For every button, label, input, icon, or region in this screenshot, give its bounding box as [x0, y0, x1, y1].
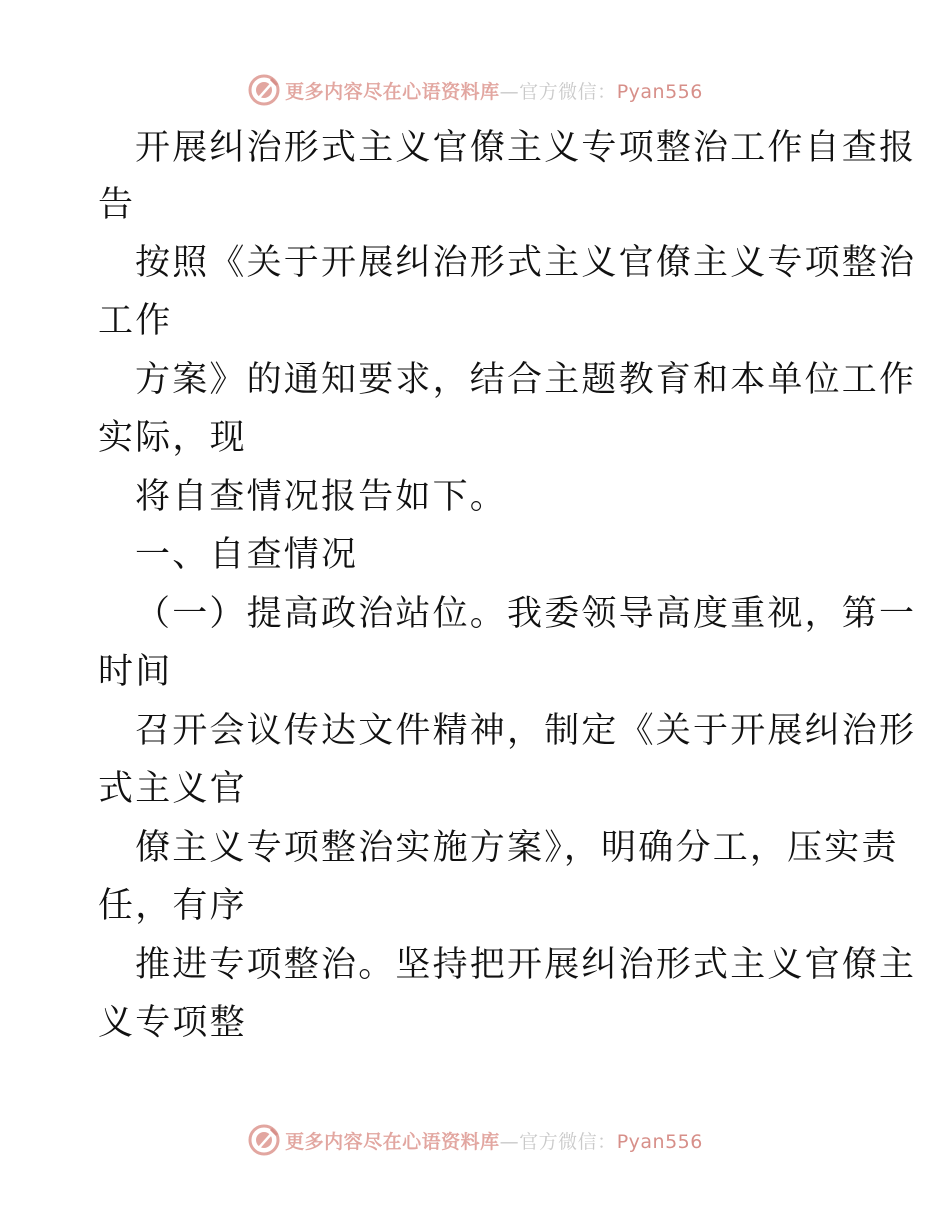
watermark-text — [285, 1127, 703, 1154]
doc-section-heading: 一、自查情况 — [135, 535, 359, 575]
doc-title-line-1: 开展纠治形式主义官僚主义专项整治工作自查报 — [135, 128, 917, 168]
doc-paragraph-line: （一）提高政治站位。我委领导高度重视，第一 — [135, 594, 917, 634]
watermark-id: Pyan556 — [616, 1130, 703, 1153]
doc-paragraph-line: 任，有序 — [98, 886, 247, 926]
watermark-label: 官方微信： — [519, 1130, 617, 1153]
doc-title-line-2: 告 — [98, 185, 136, 225]
doc-paragraph-line: 式主义官 — [98, 769, 247, 809]
watermark-text — [285, 77, 703, 104]
doc-paragraph-line: 将自查情况报告如下。 — [135, 477, 508, 517]
watermark-label: 官方微信： — [519, 80, 617, 103]
doc-paragraph-line: 时间 — [98, 652, 173, 692]
doc-paragraph-line: 方案》的通知要求，结合主题教育和本单位工作 — [135, 360, 917, 400]
doc-paragraph-line: 按照《关于开展纠治形式主义官僚主义专项整治 — [135, 243, 917, 283]
watermark-main: 更多内容尽在心语资料库 — [285, 1130, 500, 1153]
watermark-banner-bottom — [0, 1120, 950, 1160]
pen-seal-icon — [247, 1123, 281, 1157]
watermark-banner-top — [0, 70, 950, 110]
watermark-dash: — — [499, 1130, 520, 1153]
doc-paragraph-line: 召开会议传达文件精神，制定《关于开展纠治形 — [135, 711, 917, 751]
watermark-dash: — — [499, 80, 520, 103]
doc-paragraph-line: 义专项整 — [98, 1003, 247, 1043]
doc-paragraph-line: 实际，现 — [98, 418, 247, 458]
doc-paragraph-line: 推进专项整治。坚持把开展纠治形式主义官僚主 — [135, 945, 917, 985]
watermark-id: Pyan556 — [616, 80, 703, 103]
pen-seal-icon — [247, 73, 281, 107]
doc-paragraph-line: 工作 — [98, 301, 173, 341]
doc-paragraph-line: 僚主义专项整治实施方案》，明确分工，压实责 — [135, 828, 899, 868]
watermark-main: 更多内容尽在心语资料库 — [285, 80, 500, 103]
